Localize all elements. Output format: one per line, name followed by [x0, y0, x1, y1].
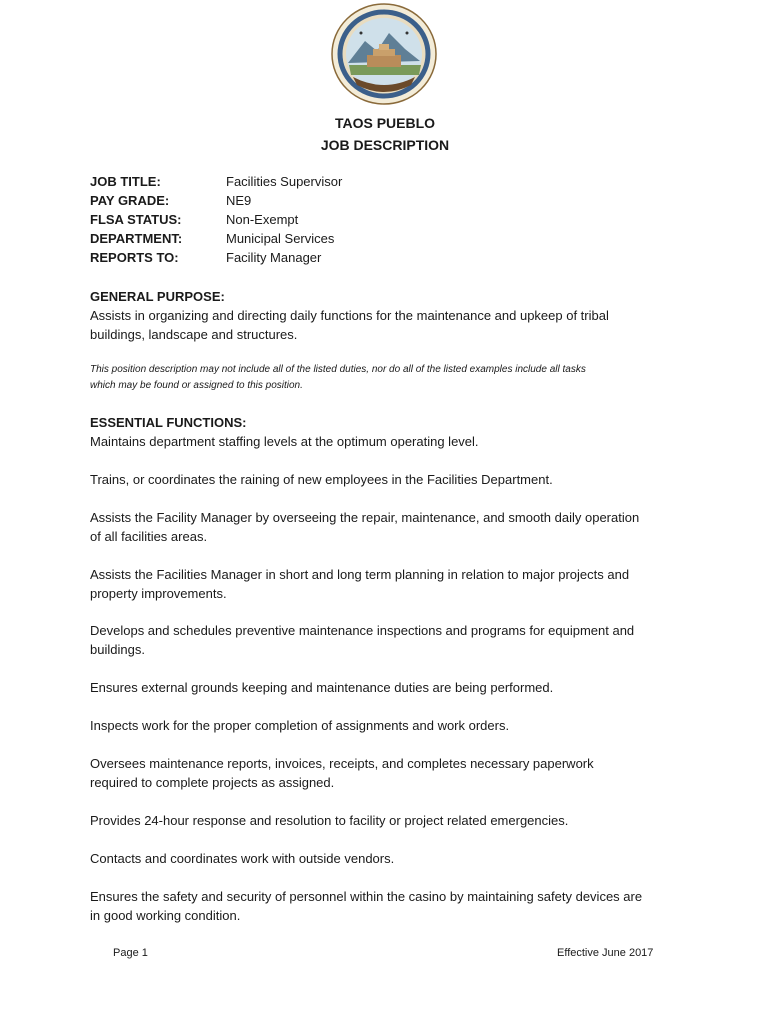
- field-value: NE9: [226, 193, 252, 208]
- function-line: Contacts and coordinates work with outside vendors.: [90, 851, 395, 866]
- function-item: [90, 811, 690, 830]
- function-line: Inspects work for the proper completion of assignments and work orders.: [90, 718, 510, 733]
- function-item: [90, 716, 690, 735]
- paragraph-line: buildings, landscape and structures.: [90, 327, 298, 342]
- field-label: REPORTS TO:: [90, 250, 179, 265]
- pueblo-seal-icon: [331, 3, 437, 105]
- general-purpose-section: [90, 287, 685, 344]
- field-value: Facility Manager: [226, 250, 322, 265]
- field-label: DEPARTMENT:: [90, 231, 183, 246]
- disclaimer-line: which may be found or assigned to this position.: [90, 380, 303, 391]
- function-item: [90, 849, 690, 868]
- field-pay-grade: [90, 191, 690, 210]
- footer-effective-date: Effective June 2017: [557, 947, 654, 959]
- function-item: [90, 470, 690, 489]
- function-line: Assists the Facilities Manager in short and long term planning in relation to major projects and: [90, 567, 630, 582]
- field-label: PAY GRADE:: [90, 193, 170, 208]
- function-line: Ensures the safety and security of personnel within the casino by maintaining safety devices are: [90, 889, 643, 904]
- function-line: Oversees maintenance reports, invoices, receipts, and completes necessary paperwork: [90, 756, 594, 771]
- paragraph-line: Assists in organizing and directing daily functions for the maintenance and upkeep of tribal: [90, 308, 609, 323]
- field-value: Non-Exempt: [226, 212, 299, 227]
- field-flsa-status: [90, 210, 690, 229]
- function-line: Provides 24-hour response and resolution to facility or project related emergencies.: [90, 813, 569, 828]
- disclaimer-line: This position description may not include all of the listed duties, nor do all of the listed examples include all tasks: [90, 364, 586, 375]
- function-line: Assists the Facility Manager by overseeing the repair, maintenance, and smooth daily operation: [90, 510, 640, 525]
- function-line: in good working condition.: [90, 908, 241, 923]
- function-line: buildings.: [90, 642, 145, 657]
- field-label: FLSA STATUS:: [90, 212, 182, 227]
- function-item: [90, 754, 690, 792]
- function-item: [90, 508, 690, 546]
- function-line: Trains, or coordinates the raining of new employees in the Facilities Department.: [90, 472, 553, 487]
- function-line: property improvements.: [90, 586, 227, 601]
- function-item: [90, 565, 690, 603]
- function-item: Maintains department staffing levels at the optimum operating level.: [90, 434, 479, 449]
- function-item: [90, 887, 690, 925]
- field-job-title: [90, 172, 690, 191]
- section-heading: GENERAL PURPOSE:: [90, 289, 225, 304]
- field-reports-to: [90, 248, 690, 267]
- section-heading: ESSENTIAL FUNCTIONS:: [90, 415, 247, 430]
- field-department: [90, 229, 690, 248]
- title-org: TAOS PUEBLO: [334, 115, 436, 131]
- essential-functions-heading-block: [90, 413, 690, 451]
- disclaimer-note: [90, 362, 690, 394]
- function-item: [90, 678, 690, 697]
- footer-page-number: Page 1: [113, 947, 148, 959]
- function-item: [90, 621, 690, 659]
- field-value: Facilities Supervisor: [226, 174, 343, 189]
- job-fields: [90, 172, 690, 267]
- field-value: Municipal Services: [226, 231, 335, 246]
- function-line: Ensures external grounds keeping and maintenance duties are being performed.: [90, 680, 554, 695]
- function-line: required to complete projects as assigned.: [90, 775, 335, 790]
- title-doc-type: JOB DESCRIPTION: [320, 137, 450, 153]
- function-line: of all facilities areas.: [90, 529, 208, 544]
- function-line: Develops and schedules preventive maintenance inspections and programs for equipment and: [90, 623, 635, 638]
- field-label: JOB TITLE:: [90, 174, 161, 189]
